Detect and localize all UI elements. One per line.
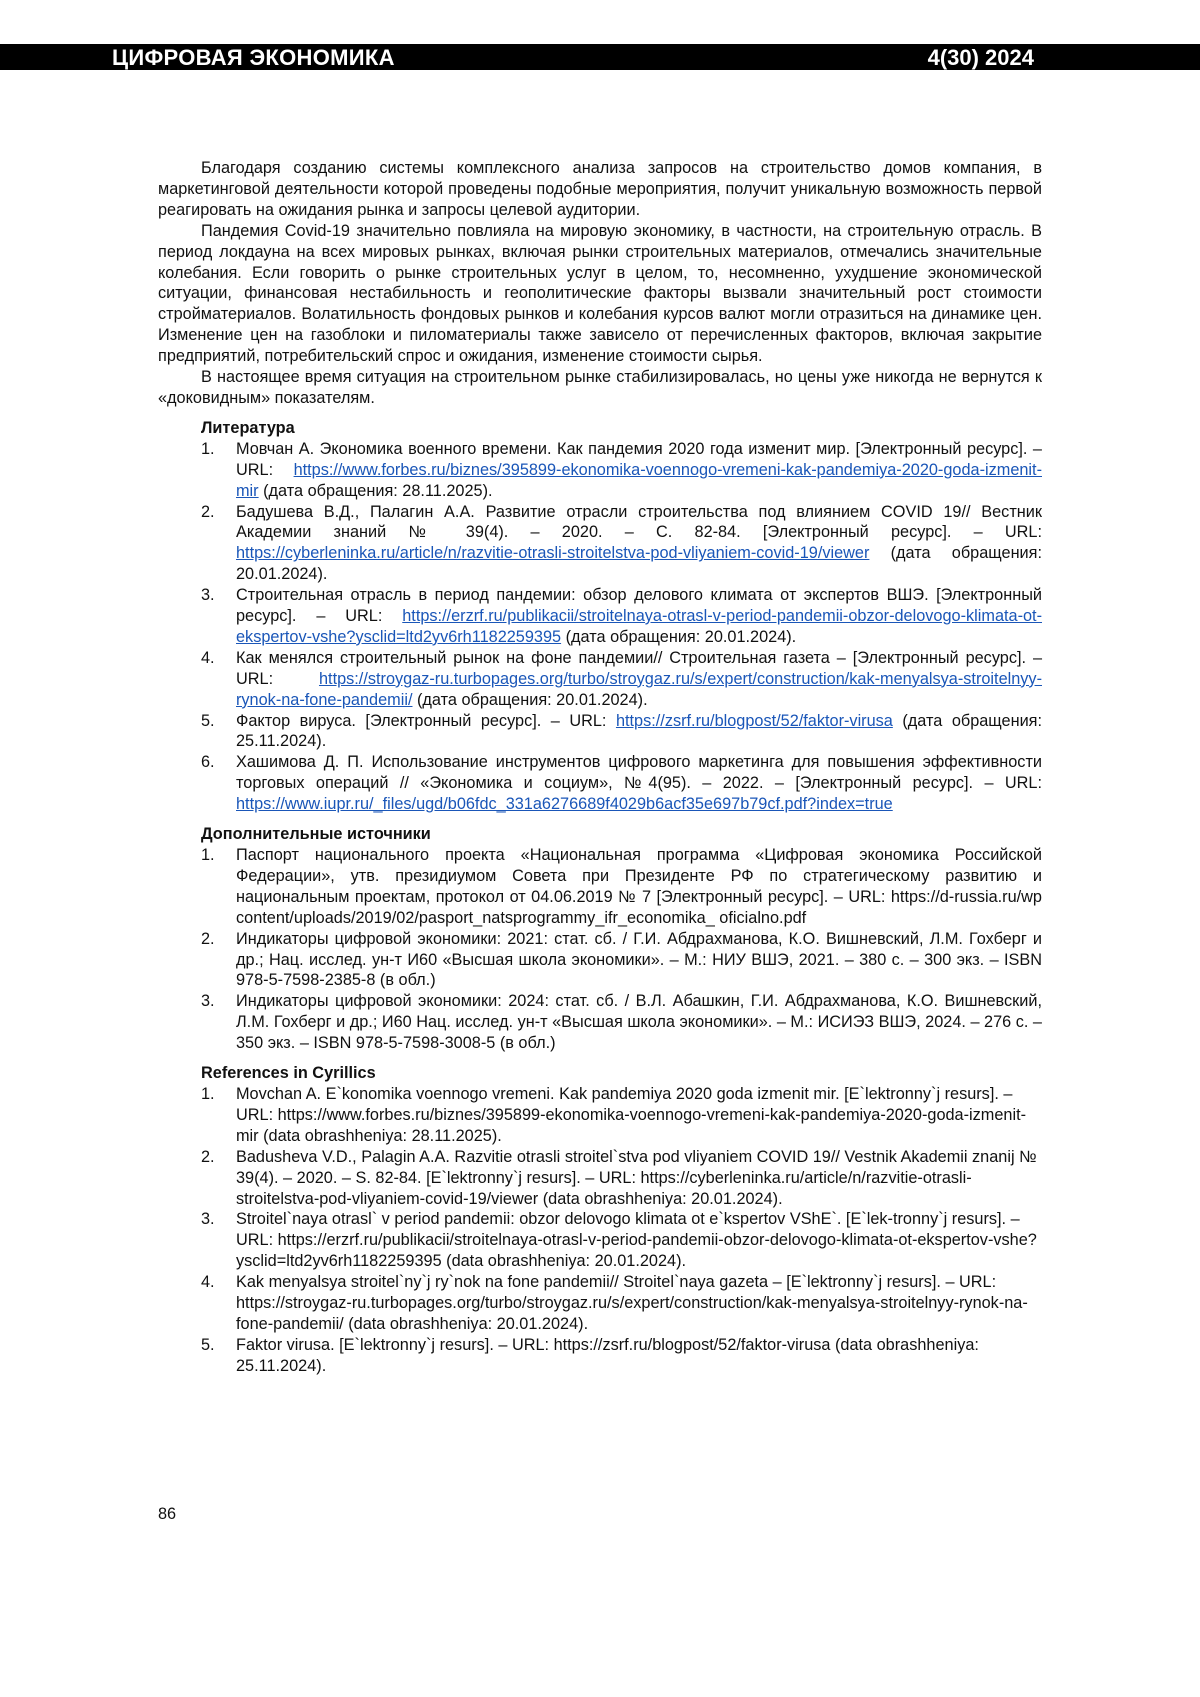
reference-text: Faktor virusa. [E`lektronny`j resurs]. – URL: https://zsrf.ru/blogpost/52/faktor-virusa (data obrashheniya: 25.11.2024). — [236, 1336, 979, 1375]
citation-date: (дата обращения: 28.11.2025). — [259, 482, 493, 500]
citation-date: (дата обращения: 20.01.2024). — [561, 628, 796, 646]
references-cyrillics-heading: References in Cyrillics — [201, 1063, 1042, 1084]
reference-item — [158, 1084, 1042, 1147]
item-number: 1. — [201, 845, 215, 866]
reference-item — [158, 1209, 1042, 1272]
literature-item — [158, 585, 1042, 648]
item-number: 5. — [201, 711, 215, 732]
journal-header-bar — [0, 44, 1200, 70]
citation-text: Строительная отрасль в период пандемии: обзор делового климата от экспертов ВШЭ. [Электронный ресурс]. – URL: — [236, 586, 1042, 625]
body-paragraph: Благодаря созданию системы комплексного анализа запросов на строительство домов компания, в маркетинговой деятельности которой проведены подобные мероприятия, получит уникальную возможность первой реагировать на ожидания рынка и запросы целевой аудитории. — [158, 158, 1042, 221]
reference-text: Stroitel`naya otrasl` v period pandemii: obzor delovogo klimata ot e`kspertov VShE`. [E`lek-tronny`j resurs]. – URL: https://erzrf.ru/publikacii/stroitelnaya-otrasl-v-period-pandemii-obzor-delovogo-klimata-ot-ekspertov-vshe?ysclid=ltd2yv6rh1182259395 (data obrashheniya: 20.01.2024). — [236, 1210, 1037, 1270]
additional-source-item — [158, 991, 1042, 1054]
body-paragraph: Пандемия Covid-19 значительно повлияла на мировую экономику, в частности, на строительную отрасль. В период локдауна на всех мировых рынках, включая рынки строительных материалов, отмечались значительные колебания. Если говорить о рынке строительных услуг в целом, то, несомненно, ухудшение экономической ситуации, финансовая нестабильность и геополитические факторы вызвали значительный рост стоимости стройматериалов. Волатильность фондовых рынков и колебания курсов валют могли отразиться на динамике цен. Изменение цен на газоблоки и пиломатериалы также зависело от перечисленных факторов, включая закрытие предприятий, потребительский спрос и ожидания, изменение стоимости сырья. — [158, 221, 1042, 367]
item-number: 3. — [201, 991, 215, 1012]
reference-text: Kak menyalsya stroitel`ny`j ry`nok na fone pandemii// Stroitel`naya gazeta – [E`lektronny`j resurs]. – URL: https://stroygaz-ru.turbopages.org/turbo/stroygaz.ru/s/expert/construction/kak-menyalsya-stroitelnyy-rynok-na-fone-pandemii/ (data obrashheniya: 20.01.2024). — [236, 1273, 1028, 1333]
citation-text: Бадушева В.Д., Палагин А.А. Развитие отрасли строительства под влиянием COVID 19// Вестник Академии знаний № 39(4). – 2020. – С. 82-84. [Электронный ресурс]. – URL: — [236, 503, 1042, 542]
literature-item — [158, 648, 1042, 711]
literature-heading: Литература — [201, 418, 1042, 439]
journal-title: ЦИФРОВАЯ ЭКОНОМИКА — [112, 44, 395, 71]
item-number: 2. — [201, 1147, 215, 1168]
citation-link[interactable]: https://www.iupr.ru/_files/ugd/b06fdc_331a6276689f4029b6acf35e697b79cf.pdf?index=true — [236, 795, 893, 813]
additional-source-item — [158, 845, 1042, 929]
references-cyrillics-list — [158, 1084, 1042, 1377]
item-number: 3. — [201, 585, 215, 606]
source-text: Индикаторы цифровой экономики: 2021: стат. сб. / Г.И. Абдрахманова, К.О. Вишневский, Л.М. Гохберг и др.; Нац. исслед. ун-т И60 «Высшая школа экономики». – М.: НИУ ВШЭ, 2021. – 380 с. – 300 экз. – ISBN 978-5-7598-2385-8 (в обл.) — [236, 930, 1042, 990]
reference-item — [158, 1335, 1042, 1377]
citation-text: Мовчан А. Экономика военного времени. Как пандемия 2020 года изменит мир. [Электронный ресурс]. – URL: — [236, 440, 1042, 479]
item-number: 3. — [201, 1209, 215, 1230]
reference-text: Movchan A. E`konomika voennogo vremeni. Kak pandemiya 2020 goda izmenit mir. [E`lektronny`j resurs]. – URL: https://www.forbes.ru/biznes/395899-ekonomika-voennogo-vremeni-kak-pandemiya-2020-goda-izmenit-mir (data obrashheniya: 28.11.2025). — [236, 1085, 1026, 1145]
article-content — [158, 158, 1042, 1377]
additional-source-item — [158, 929, 1042, 992]
item-number: 1. — [201, 1084, 215, 1105]
item-number: 5. — [201, 1335, 215, 1356]
item-number: 4. — [201, 1272, 215, 1293]
citation-text: Как менялся строительный рынок на фоне пандемии// Строительная газета – [Электронный ресурс]. – URL: — [236, 649, 1042, 688]
reference-item — [158, 1147, 1042, 1210]
literature-item — [158, 502, 1042, 586]
citation-date: (дата обращения: 20.01.2024). — [412, 691, 647, 709]
citation-link[interactable]: https://www.forbes.ru/biznes/395899-ekonomika-voennogo-vremeni-kak-pandemiya-2020-goda-izmenit-mir — [236, 461, 1042, 500]
additional-sources-list — [158, 845, 1042, 1054]
page-number: 86 — [158, 1505, 176, 1524]
source-text: Паспорт национального проекта «Национальная программа «Цифровая экономика Российской Федерации», утв. президиумом Совета при Президенте РФ по стратегическому развитию и национальным проектам, протокол от 04.06.2019 № 7 [Электронный ресурс]. – URL: https://d-russia.ru/wp content/uploads/2019/02/pasport_natsprogrammy_ifr_economika_ oficialno.pdf — [236, 846, 1042, 927]
item-number: 6. — [201, 752, 215, 773]
source-text: Индикаторы цифровой экономики: 2024: стат. сб. / В.Л. Абашкин, Г.И. Абдрахманова, К.О. Вишневский, Л.М. Гохберг и др.; И60 Нац. исслед. ун-т «Высшая школа экономики». – М.: ИСИЭЗ ВШЭ, 2024. – 276 с. – 350 экз. – ISBN 978-5-7598-3008-5 (в обл.) — [236, 992, 1042, 1052]
citation-text: Хашимова Д. П. Использование инструментов цифрового маркетинга для повышения эффективности торговых операций // «Экономика и социум», №4(95). – 2022. – [Электронный ресурс]. – URL: — [236, 753, 1042, 792]
additional-sources-heading: Дополнительные источники — [201, 824, 1042, 845]
citation-link[interactable]: https://zsrf.ru/blogpost/52/faktor-virusa — [616, 712, 893, 730]
issue-number: 4(30) 2024 — [928, 44, 1034, 71]
citation-text: Фактор вируса. [Электронный ресурс]. – URL: — [236, 712, 616, 730]
literature-item — [158, 752, 1042, 815]
body-paragraph: В настоящее время ситуация на строительном рынке стабилизировалась, но цены уже никогда не вернутся к «доковидным» показателям. — [158, 367, 1042, 409]
citation-link[interactable]: https://erzrf.ru/publikacii/stroitelnaya-otrasl-v-period-pandemii-obzor-delovogo-klimata-ot-ekspertov-vshe?ysclid=ltd2yv6rh1182259395 — [236, 607, 1042, 646]
reference-item — [158, 1272, 1042, 1335]
citation-date: (дата обращения: 25.11.2024). — [236, 712, 1042, 751]
item-number: 1. — [201, 439, 215, 460]
literature-list — [158, 439, 1042, 815]
reference-text: Badusheva V.D., Palagin A.A. Razvitie otrasli stroitel`stva pod vliyaniem COVID 19// Vestnik Akademii znanij № 39(4). – 2020. – S. 82-84. [E`lektronny`j resurs]. – URL: https://cyberleninka.ru/article/n/razvitie-otrasli-stroitelstva-pod-vliyaniem-covid-19/viewer (data obrashheniya: 20.01.2024). — [236, 1148, 1037, 1208]
item-number: 2. — [201, 502, 215, 523]
literature-item — [158, 711, 1042, 753]
citation-date: (дата обращения: 20.01.2024). — [236, 544, 1042, 583]
citation-link[interactable]: https://stroygaz-ru.turbopages.org/turbo/stroygaz.ru/s/expert/construction/kak-menyalsya-stroitelnyy-rynok-na-fone-pandemii/ — [236, 670, 1042, 709]
citation-link[interactable]: https://cyberleninka.ru/article/n/razvitie-otrasli-stroitelstva-pod-vliyaniem-covid-19/viewer — [236, 544, 869, 562]
item-number: 2. — [201, 929, 215, 950]
item-number: 4. — [201, 648, 215, 669]
literature-item — [158, 439, 1042, 502]
